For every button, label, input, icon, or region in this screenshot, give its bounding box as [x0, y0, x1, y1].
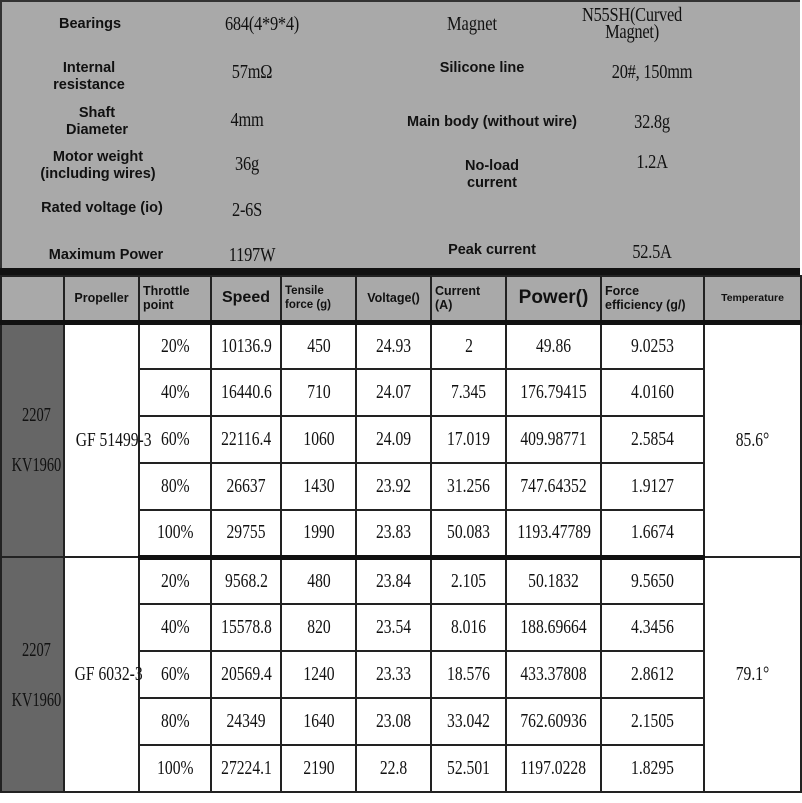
throttle-cell: 100% [139, 745, 211, 792]
voltage-cell: 23.92 [356, 463, 431, 510]
propeller-cell [64, 557, 143, 792]
voltage-cell: 22.8 [356, 745, 431, 792]
motor-weight-label: Motor weight (including wires) [40, 149, 156, 182]
shaft-diameter-label: Shaft Diameter [65, 105, 129, 138]
header-model [1, 276, 64, 322]
speed-cell: 24349 [211, 698, 281, 745]
internal-resistance-value: 57mΩ [231, 60, 273, 83]
current-cell: 50.083 [431, 510, 506, 557]
tensile-cell: 480 [281, 557, 356, 604]
current-cell: 17.019 [431, 416, 506, 463]
tensile-cell: 450 [281, 322, 356, 369]
voltage-cell: 24.07 [356, 369, 431, 416]
propeller-text: GF 6032-3 [74, 663, 143, 685]
no-load-current-value: 1.2A [636, 150, 668, 173]
header-current: Current (A) [431, 276, 506, 322]
speed-cell: 26637 [211, 463, 281, 510]
efficiency-cell: 2.5854 [601, 416, 704, 463]
tensile-cell: 1240 [281, 651, 356, 698]
table-row [1, 557, 801, 604]
power-cell: 188.69664 [506, 604, 601, 651]
throttle-cell: 60% [139, 416, 211, 463]
magnet-label: Magnet [446, 12, 498, 35]
motor-weight-value: 36g [235, 152, 259, 175]
shaft-diameter-value: 4mm [230, 108, 264, 131]
voltage-cell: 24.93 [356, 322, 431, 369]
peak-current-label: Peak current [448, 241, 536, 258]
rated-voltage-value: 2-6S [231, 198, 263, 221]
header-tensile: Tensile force (g) [281, 276, 356, 322]
table-header-row [1, 276, 801, 322]
speed-cell: 15578.8 [211, 604, 281, 651]
voltage-cell: 23.83 [356, 510, 431, 557]
throttle-cell: 60% [139, 651, 211, 698]
speed-cell: 20569.4 [211, 651, 281, 698]
speed-cell: 9568.2 [211, 557, 281, 604]
tensile-cell: 710 [281, 369, 356, 416]
efficiency-cell: 4.0160 [601, 369, 704, 416]
power-cell: 433.37808 [506, 651, 601, 698]
throttle-cell: 80% [139, 463, 211, 510]
header-temperature: Temperature [704, 276, 801, 322]
power-cell: 50.1832 [506, 557, 601, 604]
tensile-cell: 1640 [281, 698, 356, 745]
efficiency-cell: 1.9127 [601, 463, 704, 510]
magnet-value: N55SH(Curved Magnet) [581, 4, 682, 43]
current-cell: 31.256 [431, 463, 506, 510]
current-cell: 8.016 [431, 604, 506, 651]
voltage-cell: 23.84 [356, 557, 431, 604]
power-cell: 1193.47789 [506, 510, 601, 557]
current-cell: 7.345 [431, 369, 506, 416]
header-power: Power() [506, 276, 601, 322]
header-propeller: Propeller [64, 276, 139, 322]
power-cell: 747.64352 [506, 463, 601, 510]
throttle-cell: 20% [139, 322, 211, 369]
propeller-cell [64, 322, 152, 557]
internal-resistance-label: Internal resistance [53, 60, 125, 93]
speed-cell: 27224.1 [211, 745, 281, 792]
model-text: 2207 KV1960 [11, 404, 62, 477]
current-cell: 33.042 [431, 698, 506, 745]
power-cell: 762.60936 [506, 698, 601, 745]
throttle-cell: 40% [139, 604, 211, 651]
silicone-line-value: 20#, 150mm [611, 60, 693, 83]
tensile-cell: 1990 [281, 510, 356, 557]
model-cell [1, 322, 64, 557]
voltage-cell: 24.09 [356, 416, 431, 463]
voltage-cell: 23.33 [356, 651, 431, 698]
efficiency-cell: 1.6674 [601, 510, 704, 557]
header-voltage: Voltage() [356, 276, 431, 322]
header-throttle: Throttle point [139, 276, 211, 322]
maximum-power-value: 1197W [228, 243, 276, 266]
tensile-cell: 2190 [281, 745, 356, 792]
speed-cell: 16440.6 [211, 369, 281, 416]
tensile-cell: 820 [281, 604, 356, 651]
bearings-label: Bearings [58, 15, 122, 32]
efficiency-cell: 1.8295 [601, 745, 704, 792]
peak-current-value: 52.5A [632, 240, 672, 263]
main-body-label: Main body (without wire) [407, 113, 577, 130]
efficiency-cell: 9.0253 [601, 322, 704, 369]
throttle-cell: 20% [139, 557, 211, 604]
current-cell: 2.105 [431, 557, 506, 604]
current-cell: 2 [431, 322, 506, 369]
current-cell: 52.501 [431, 745, 506, 792]
power-cell: 1197.0228 [506, 745, 601, 792]
efficiency-cell: 9.5650 [601, 557, 704, 604]
model-cell [1, 557, 64, 792]
speed-cell: 29755 [211, 510, 281, 557]
table-row [1, 322, 801, 369]
tensile-cell: 1430 [281, 463, 356, 510]
voltage-cell: 23.54 [356, 604, 431, 651]
silicone-line-label: Silicone line [439, 59, 525, 76]
power-cell: 409.98771 [506, 416, 601, 463]
speed-cell: 10136.9 [211, 322, 281, 369]
throttle-cell: 80% [139, 698, 211, 745]
voltage-cell: 23.08 [356, 698, 431, 745]
efficiency-cell: 4.3456 [601, 604, 704, 651]
temperature-cell [704, 557, 801, 792]
header-efficiency: Force efficiency (g/) [601, 276, 704, 322]
throttle-cell: 40% [139, 369, 211, 416]
performance-table [0, 275, 802, 793]
propeller-text: GF 51499-3 [75, 428, 152, 451]
no-load-current-label: No-load current [465, 158, 519, 191]
temperature-text: 79.1° [735, 663, 770, 685]
model-text: 2207 KV1960 [11, 638, 62, 711]
power-cell: 176.79415 [506, 369, 601, 416]
temperature-text: 85.6° [735, 428, 770, 451]
efficiency-cell: 2.8612 [601, 651, 704, 698]
maximum-power-label: Maximum Power [48, 246, 164, 263]
main-body-value: 32.8g [634, 110, 670, 133]
bearings-value: 684(4*9*4) [224, 12, 300, 35]
throttle-cell: 100% [139, 510, 211, 557]
speed-cell: 22116.4 [211, 416, 281, 463]
temperature-cell [704, 322, 801, 557]
rated-voltage-label: Rated voltage (io) [41, 199, 163, 216]
header-speed: Speed [211, 276, 281, 322]
power-cell: 49.86 [506, 322, 601, 369]
specifications-panel [0, 0, 800, 272]
current-cell: 18.576 [431, 651, 506, 698]
efficiency-cell: 2.1505 [601, 698, 704, 745]
tensile-cell: 1060 [281, 416, 356, 463]
